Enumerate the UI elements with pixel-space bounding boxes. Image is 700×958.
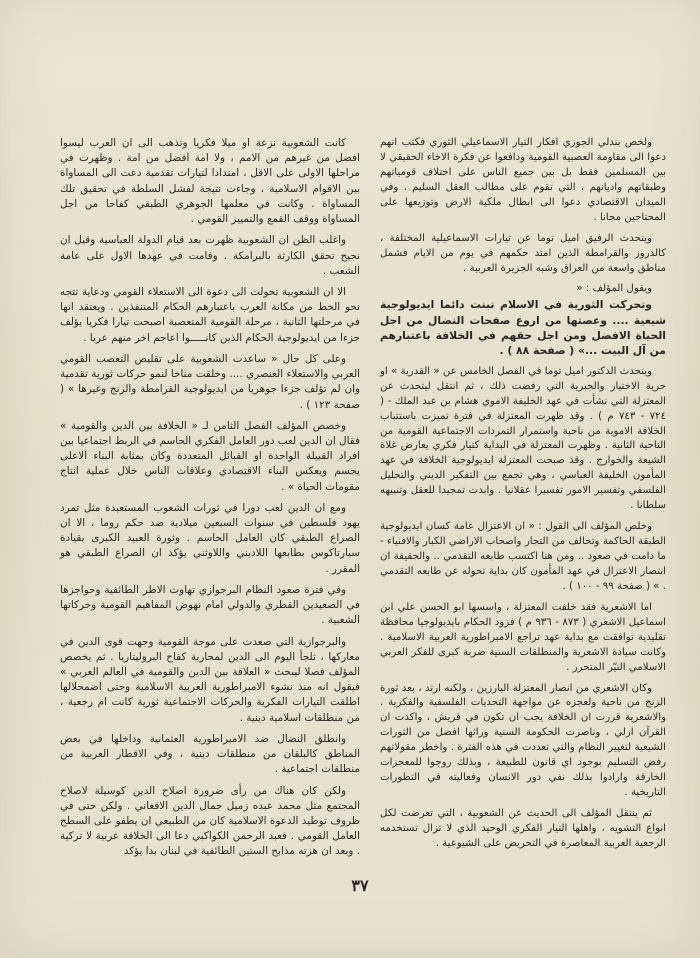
paragraph: ولكن كان هناك من رأى ضرورة اصلاح الدين كوسيلة لاصلاح المجتمع مثل محمد عبده زميل جمال الدين الافغاني . ولكن حتى في ظروف توطيد الدعوة الاسلامية كان من الطبيعي ان يطفو على السطح العامل القومي . فعبد الرحمن الكواكبي دعا الى الخلافة عربية لا تركية . وبعد ان هزته مذابح الستين الطائفية في لبنان بدا يؤكد [60, 784, 360, 858]
paragraph: ومع ان الدين لعب دورا في ثورات الشعوب المستعبدة مثل تمرد يهود فلسطين في سنوات السبعين ميلادية ضد حكم روما ، الا ان الصراع الطبقي كان العامل الحاسم . وثورة العبيد الكبرى بقيادة سبارتاكوس بطابعها اللاديني واللاوثني يؤكد ان الصراع الطبقي هو المقرر . [60, 501, 360, 575]
paragraph: اما الاشعرية فقد خلفت المعتزلة ، واسسها ابو الحسن علي ابن اسماعيل الاشعري ( ٨٧٣ - ٩٣٦ م ) فزود الحكام بايديولوجيا محافظة تقليدية توافقت مع بداية عهد تراجع الامبراطورية العربية الاسلامية . وكانت سيادة الاشعرية والمنطلقات السنية ضربة كبرى للفكر العربي الاسلامي النيّر المتحرر . [380, 601, 666, 673]
paragraph: الا ان الشعوبية تحولت الى دعوة الى الاستعلاء القومي ودعاية تتجه نحو الحط من مكانة العرب باعتبارهم الحكام المتنفذين . ويعتقد انها في مرحلتها الثانية ، مرحلة القومية المتعصبة اصبحت تيارا فكريا يؤلف جزءا من ايديولوجية الحكام الذين كانـــــوا اعاجم اخر منهم عربا . [60, 285, 360, 344]
paragraph: واغلب الظن ان الشعوبية ظهرت بعد قيام الدولة العباسية وقيل ان نجيح تحقق الكارثة بالبرامكة . وفامت في عهدها الاول على عامة الشعب . [60, 234, 360, 277]
paragraph: والبرجوازية التي صعدت على موجة القومية وجهت قوى الدين في معاركها ، ثلجأ اليوم الى الدين لمحاربة كفاح البروليتاريا . ثم يخصص المؤلف فصلا ليبحث « العلاقة بين الدين والقومية في العالم العربي » فيقول انه منذ نشوء الامبراطورية العربية الاسلامية وحتى اضمحلالها اطلقت التيارات الفكرية والحركات الاجتماعية ثورية كانت ام رجعية ، من منطلقات اسلامية دينية . [60, 635, 360, 724]
paragraph: ولخص بندلي الجوزي افكار التيار الاسماعيلي الثوري فكتب انهم دعوا الى مقاومة العصبية القومية ودافعوا عن فكرة الاخاء الحقيقي لا بين المسلمين فقط بل بين جميع الناس على اختلاف قومياتهم وطبقاتهم واديانهم ، التي تقوم على مطالب العقل السليم . وفي الميدان الاقتصادي دعوا الى ابطال ملكية الارض وتوزيعها على المحتاجين مجانا . [380, 137, 666, 223]
block-quote: وتحركت الثورية في الاسلام تبنت دائما ايديولوجية شيعية .... وعصتها من اروع صفحات النضال من اجل الحياة الافضل ومن اجل حقهم في الخلافة باعتبارهم من آل البيت ...» ( صفحة ٨٨ ) . [380, 298, 666, 358]
paragraph: وخصص المؤلف الفصل الثامن لـ « الخلافة بين الدين والقومية » فقال ان الدين لعب دور العامل الفكري الحاسم في الربط اجتماعيا بين افراد القبيلة الواحدة او القبائل المتعددة وكان بمثابة البناء الاعلى يجسم ويعكس البناء الاقتصادي وعلاقات الناس خلال عملية انتاج مقومات الحياة » . [60, 419, 360, 493]
paragraph: وانطلق النضال ضد الامبراطورية العثمانية وداخلها في بعض المناطق كالبلقان من منطلقات دينية ، وفي الاقطار العربية من منطلقات اجتماعية . [60, 732, 360, 776]
left-column [60, 136, 360, 866]
paragraph: وعلى كل حال « ساعدت الشعوبية على تقليص التعصب القومي العربي والاستعلاء العنصري .... وخلقت مناخا لنمو حركات ثورية تقدمية وان لم تؤلف جزءا جوهريا من ايديولوجية القرامطة والزنج وغيرها » ( صفحة ١٢٣ ) . [60, 352, 360, 411]
paragraph: ويتحدث الرفيق اميل توما عن تيارات الاسماعيلية المختلفة ، كالدروز والقرامطة الذين امتد حكمهم في يوم من الايام فشمل مناطق واسعة من العراق وشبه الجزيرة العربية . [380, 232, 666, 274]
paragraph: كانت الشعوبية نزعة او ميلا فكريا وتذهب الى ان العرب ليسوا افضل من غيرهم من الامم ، ولا امة افضل من امة . وظهرت في مراحلها الاولى على الاقل ، امتدادا لتيارات تقدمية دعت الى المساواة بين الاقوام الاسلامية ، وجاءت نتيجة لفشل السلطة في تحقيق تلك المساواة . وكانت في معلمها الجوهري الطبقي كفاحا من اجل المساواة ووقف القمع والتمييز القومي . [60, 137, 360, 226]
paragraph: وكان الاشعري من انصار المعتزلة البارزين ، ولكنه ارتد ، بعد ثورة الزنج من ناحية ولعجزه عن مواجهة التحديات الفلسفية والفكرية . والاشعرية قررت ان الخلافة يجب ان تكون في قريش ، واكدت ان القرآن ازلي ، وناصرت الحكومة السنية وراثها افضل من الثورات الشيعية لتغيير النظام والتي تعددت في هذه الفترة . واخطر مقولاتهم رفض التسليم بوجود اي قانون للطبيعة ، وبذلك روجوا للمعجزات الخارقة وارادوا بذلك نفي دور الانسان وفعاليته في التطورات التاريخية . [380, 682, 666, 799]
paragraph: ثم ينتقل المؤلف الى الحديث عن الشعوبية ، التي تعرضت لكل انواع التشويه ، واهلها التيار الفكري الوحيد الذي لا تزال تستخدمه الرجعية العربية المعاصرة في التحريض على الشيوعية . [380, 808, 666, 849]
page-number: ٣٧ [351, 876, 369, 895]
paragraph: ويقول المؤلف : « [576, 283, 652, 295]
paragraph: وخلص المؤلف الى القول : « ان الاعتزال عامة كسان ايديولوجية الطبقة الحاكمة وتحالف من التجار واصحاب الاراضي الكبار والافنياء - ما دامت في صعود .. ومن هنا اكتسب طابعه التقدمي .. والحقيقة ان انتصار الاعتزال في عهد المأمون كان بداية تحوله عن طابعه التقدمي . » ( صفحة ٩٩ - ١٠٠ ) . [380, 521, 666, 592]
paragraph: ويتحدث الدكتور اميل توما في الفصل الخامس عن « القدرية » او حرية الاختيار والجبرية التي رفضت ذلك ، ثم انتقل ليتحدث عن المعتزلة التي نشأت في عهد الخليفة الاموي هشام بن عبد الملك - ( ٧٢٤ - ٧٤٣ م ) . وقد ظهرت المعتزلة في فترة تميزت باستتباب الخلافة الاموية من ناحية واستمرار التمردات الاجتماعية القومية من الناحية الثانية . وظهرت المعتزلة في البداية كتيار فكري يعارض غلاة الشيعة والخوارج . وقد صبحت المعتزلة ايديولوجية الخلافة في عهد المأمون الخليفة العباسي ، وهي تجمع بين التفكير الديني والتحليل الفلسفي وتفسير الامور تفسيرا عقلانيا . وابدت تمجيدا للعقل وتنبيهه سلطانا . [380, 365, 666, 512]
paragraph: وفي فترة صعود النظام البرجوازي تهاوت الاطر الطائفية وحواجزها في الصعيدين القطري والدولي امام نهوض المفاهيم القومية وحركاتها الشعبية . [60, 583, 360, 627]
right-column [380, 136, 666, 858]
